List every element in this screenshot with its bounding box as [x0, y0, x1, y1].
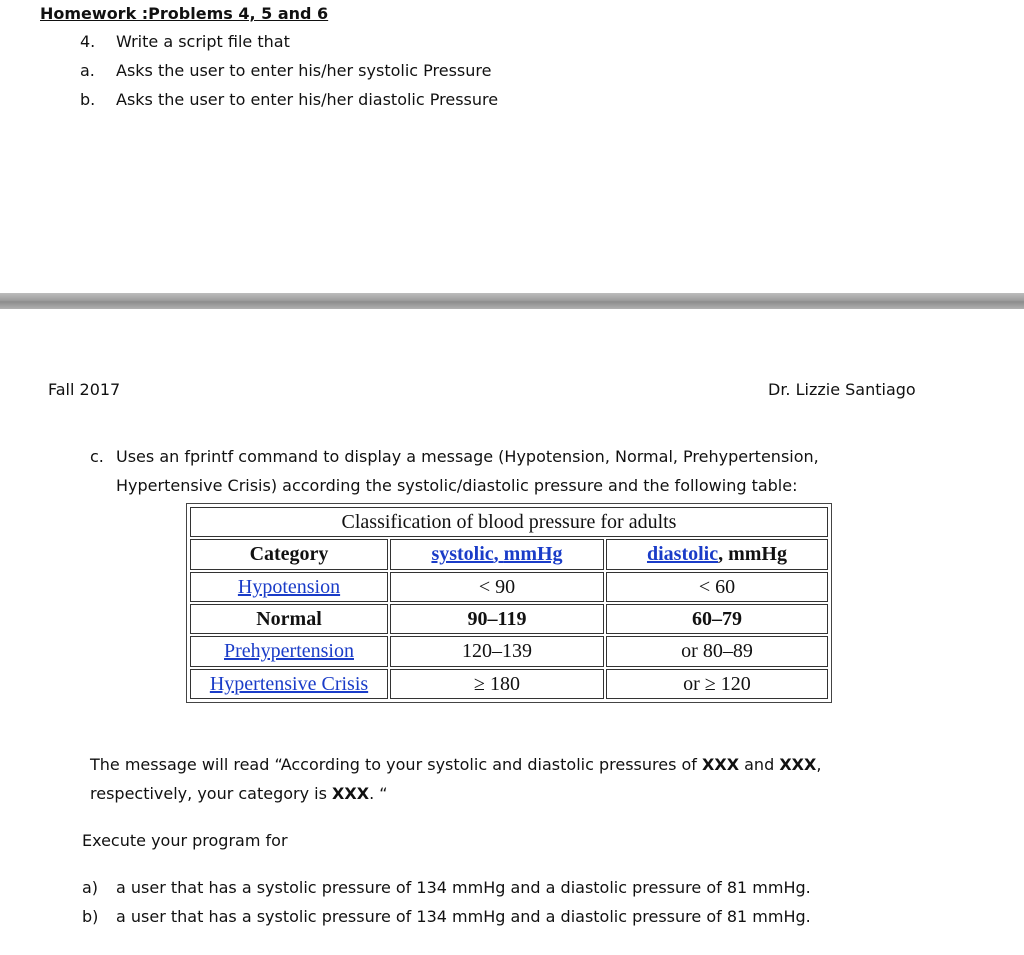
- item-b-letter: b.: [80, 90, 96, 109]
- header-category: Category: [190, 539, 388, 569]
- header-diastolic: [606, 539, 828, 569]
- table-caption-row: [190, 507, 828, 537]
- systolic-link[interactable]: systolic: [431, 543, 494, 566]
- item-4-text: Write a script file that: [116, 32, 290, 51]
- message-comma: ,: [816, 755, 822, 774]
- message-line-2: [90, 784, 388, 804]
- table-row: [190, 669, 828, 699]
- bp-table: [186, 503, 832, 703]
- case-b-text: a user that has a systolic pressure of 134 mmHg and a diastolic pressure of 81 mmHg.: [116, 907, 811, 926]
- placeholder-diastolic: XXX: [779, 755, 817, 774]
- case-a-label: a): [82, 878, 99, 897]
- table-row: [190, 572, 828, 602]
- item-b-text: Asks the user to enter his/her diastolic Pressure: [116, 90, 499, 109]
- row-diastolic: or ≥ 120: [606, 669, 828, 699]
- row-systolic: < 90: [390, 572, 604, 602]
- case-a-text: a user that has a systolic pressure of 134 mmHg and a diastolic pressure of 81 mmHg.: [116, 878, 811, 897]
- placeholder-systolic: XXX: [702, 755, 740, 774]
- item-c-line-2: Hypertensive Crisis) according the systolic/diastolic pressure and the following table:: [116, 476, 798, 495]
- table-row: [190, 604, 828, 634]
- execute-heading: Execute your program for: [82, 831, 288, 850]
- item-c-line-1: Uses an fprintf command to display a message (Hypotension, Normal, Prehypertension,: [116, 447, 819, 466]
- table-row: [190, 636, 828, 666]
- row-systolic: ≥ 180: [390, 669, 604, 699]
- message-text: respectively, your category is: [90, 784, 333, 803]
- item-a-letter: a.: [80, 61, 95, 80]
- row-category: [190, 669, 388, 699]
- footer-author: Dr. Lizzie Santiago: [768, 380, 916, 399]
- homework-title: Homework :Problems 4, 5 and 6: [40, 4, 329, 23]
- prehypertension-link[interactable]: Prehypertension: [224, 640, 354, 663]
- case-b-label: b): [82, 907, 99, 926]
- row-systolic: 120–139: [390, 636, 604, 666]
- row-category: Normal: [190, 604, 388, 634]
- bp-table-grid: [188, 505, 830, 701]
- mmhg-link[interactable]: mmHg: [503, 543, 563, 566]
- message-end: . “: [369, 784, 388, 803]
- table-header-row: [190, 539, 828, 569]
- header-systolic: [390, 539, 604, 569]
- diastolic-unit: , mmHg: [718, 543, 787, 566]
- placeholder-category: XXX: [332, 784, 370, 803]
- hypotension-link[interactable]: Hypotension: [237, 575, 341, 598]
- row-diastolic: 60–79: [606, 604, 828, 634]
- row-diastolic: < 60: [606, 572, 828, 602]
- systolic-comma: ,: [493, 543, 504, 566]
- footer-semester: Fall 2017: [48, 380, 121, 399]
- row-category: [190, 636, 388, 666]
- item-4-number: 4.: [80, 32, 96, 51]
- message-line-1: [90, 755, 821, 775]
- message-and: and: [739, 755, 780, 774]
- item-c-letter: c.: [90, 447, 104, 466]
- item-a-text: Asks the user to enter his/her systolic Pressure: [116, 61, 492, 80]
- row-diastolic: or 80–89: [606, 636, 828, 666]
- page-separator: [0, 293, 1024, 309]
- hypertensive-crisis-link[interactable]: Hypertensive Crisis: [209, 672, 369, 695]
- message-text: The message will read “According to your systolic and diastolic pressures of: [90, 755, 703, 774]
- row-category: [190, 572, 388, 602]
- row-systolic: 90–119: [390, 604, 604, 634]
- table-caption: Classification of blood pressure for adults: [190, 507, 828, 537]
- diastolic-link[interactable]: diastolic: [646, 543, 719, 566]
